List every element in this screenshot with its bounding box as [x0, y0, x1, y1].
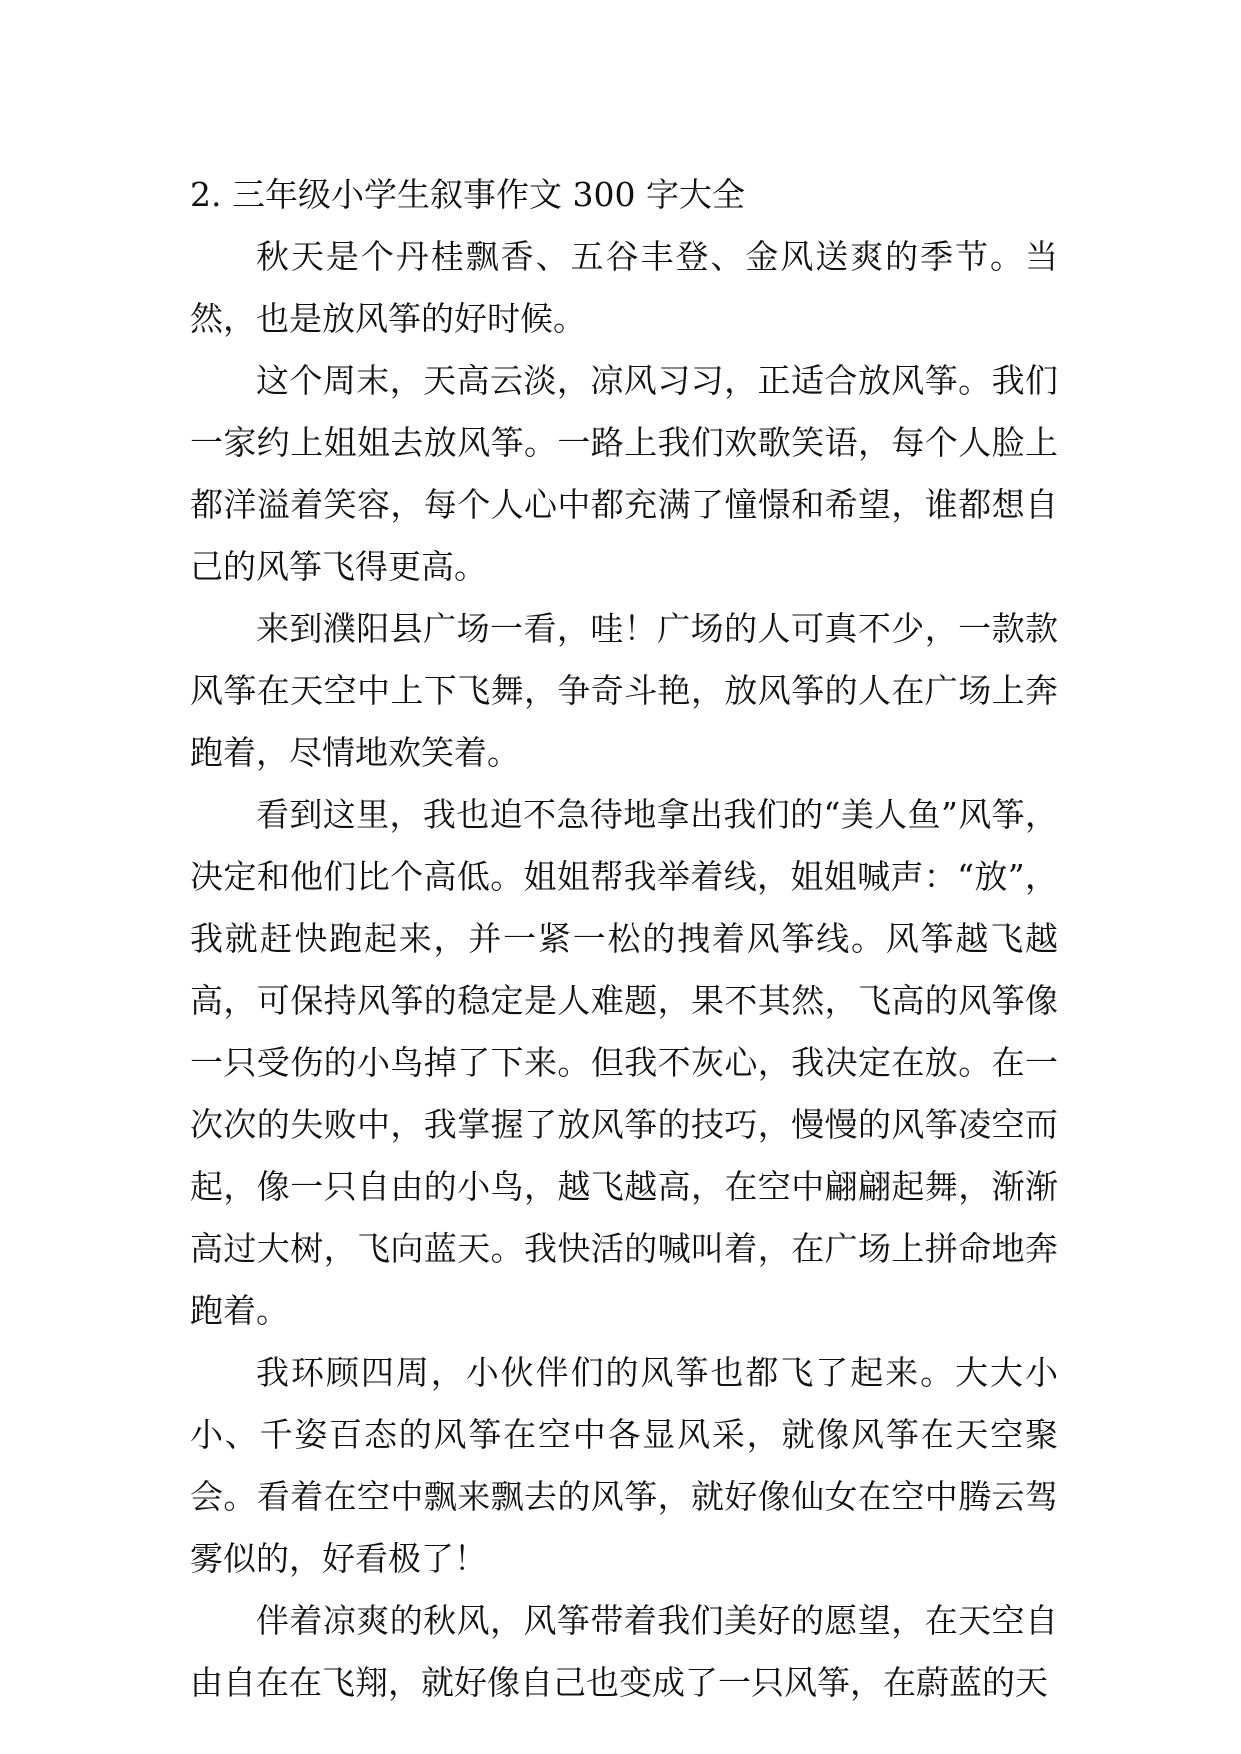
paragraph: 伴着凉爽的秋风，风筝带着我们美好的愿望，在天空自由自在在飞翔，就好像自己也变成了一只风筝，在蔚蓝的天 [190, 1601, 1058, 1702]
paragraph: 来到濮阳县广场一看，哇！广场的人可真不少，一款款风筝在天空中上下飞舞，争奇斗艳，放风筝的人在广场上奔跑着，尽情地欢笑着。 [190, 609, 1058, 772]
paragraph: 秋天是个丹桂飘香、五谷丰登、金风送爽的季节。当然，也是放风筝的好时候。 [190, 237, 1058, 338]
essay-body [190, 164, 1058, 1714]
paragraph: 这个周末，天高云淡，凉风习习，正适合放风筝。我们一家约上姐姐去放风筝。一路上我们欢歌笑语，每个人脸上都洋溢着笑容，每个人心中都充满了憧憬和希望，谁都想自己的风筝飞得更高。 [190, 361, 1058, 586]
paragraph: 看到这里，我也迫不急待地拿出我们的“美人鱼”风筝，决定和他们比个高低。姐姐帮我举着线，姐姐喊声：“放”，我就赶快跑起来，并一紧一松的拽着风筝线。风筝越飞越高，可保持风筝的稳定是人难题，果不其然，飞高的风筝像一只受伤的小鸟掉了下来。但我不灰心，我决定在放。在一次次的失败中，我掌握了放风筝的技巧，慢慢的风筝凌空而起，像一只自由的小鸟，越飞越高，在空中翩翩起舞，渐渐高过大树，飞向蓝天。我快活的喊叫着，在广场上拼命地奔跑着。 [190, 795, 1058, 1330]
paragraph: 我环顾四周，小伙伴们的风筝也都飞了起来。大大小小、千姿百态的风筝在空中各显风采，就像风筝在天空聚会。看着在空中飘来飘去的风筝，就好像仙女在空中腾云驾雾似的，好看极了！ [190, 1353, 1058, 1578]
essay-title: 2. 三年级小学生叙事作文 300 字大全 [190, 175, 745, 214]
